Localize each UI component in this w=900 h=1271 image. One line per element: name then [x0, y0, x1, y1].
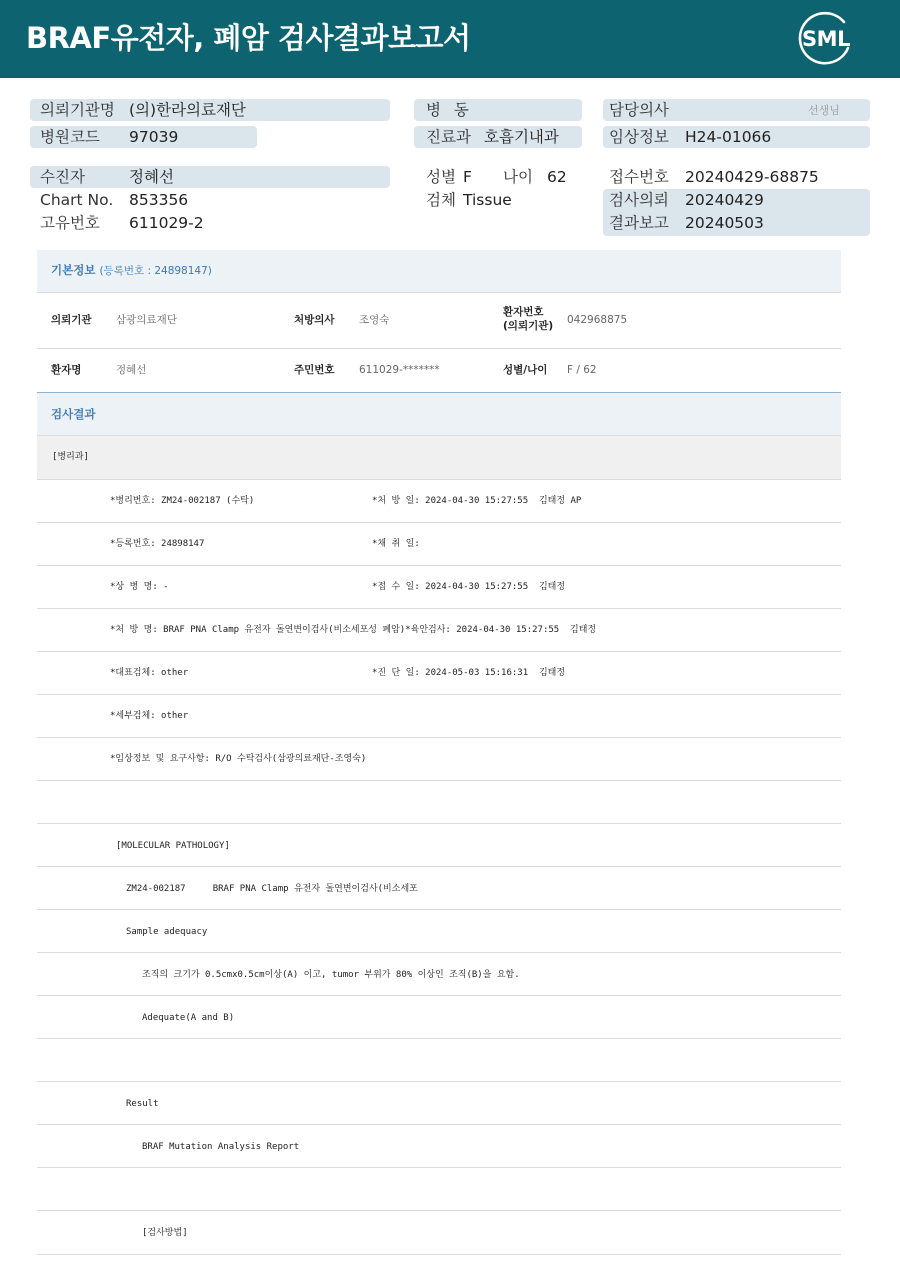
unique-value: 611029-2	[129, 214, 204, 232]
divider	[37, 780, 841, 781]
divider	[37, 651, 841, 652]
results-band	[37, 393, 841, 435]
divider	[37, 565, 841, 566]
sex-value: F	[463, 168, 472, 186]
specimen-label: 검체	[426, 191, 456, 209]
age-value: 62	[547, 168, 567, 186]
request-value: 20240429	[685, 191, 764, 209]
department-heading: [병리과]	[52, 452, 89, 462]
department-row	[37, 436, 841, 479]
info-patient-no-label-2: (의뢰기관)	[503, 320, 554, 332]
report-header	[0, 0, 900, 78]
doctor-suffix: 선생님	[808, 104, 840, 117]
divider	[37, 995, 841, 996]
department-label: 진료과	[426, 128, 471, 146]
adequacy-note: 조직의 크기가 0.5cmx0.5cm이상(A) 이고, tumor 부위가 80% 이상인 조직(B)을 요함.	[142, 970, 520, 980]
patient-value: 정혜선	[129, 168, 174, 186]
logo-text: SML	[802, 27, 850, 51]
results-title: 검사결과	[51, 407, 96, 421]
result-row-left: *세부검체: other	[110, 711, 189, 721]
adequacy-heading: Sample adequacy	[126, 927, 208, 937]
divider	[37, 608, 841, 609]
result-row-left: *상 병 명: -	[110, 582, 169, 592]
divider	[37, 1254, 841, 1255]
info-patient-no-label-1: 환자번호	[503, 306, 544, 318]
divider	[37, 737, 841, 738]
info-name-value: 정혜선	[116, 364, 147, 376]
divider	[37, 292, 841, 293]
doctor-label: 담당의사	[609, 101, 669, 119]
adequacy-value: Adequate(A and B)	[142, 1013, 235, 1023]
divider	[37, 866, 841, 867]
method-heading: [검사방법]	[142, 1228, 188, 1238]
info-sexage-label: 성별/나이	[503, 364, 548, 376]
result-row-left: *등록번호: 24898147	[110, 539, 205, 549]
result-row-right: *처 방 일: 2024-04-30 15:27:55 김태정 AP	[372, 496, 582, 506]
info-patient-no-value: 042968875	[567, 314, 628, 326]
divider	[37, 694, 841, 695]
result-heading: Result	[126, 1099, 159, 1109]
molecular-heading: [MOLECULAR PATHOLOGY]	[116, 841, 230, 851]
info-name-label: 환자명	[51, 364, 82, 376]
divider	[37, 348, 841, 349]
chart-label: Chart No.	[40, 191, 114, 209]
clinical-label: 임상정보	[609, 128, 669, 146]
report-value: 20240503	[685, 214, 764, 232]
hospital-code-value: 97039	[129, 128, 179, 146]
registration-note: (등록번호 : 24898147)	[99, 265, 212, 277]
age-label: 나이	[503, 168, 533, 186]
info-prescriber-label: 처방의사	[294, 314, 335, 326]
hospital-code-label: 병원코드	[40, 128, 100, 146]
divider	[37, 479, 841, 480]
info-sexage-value: F / 62	[567, 364, 597, 376]
info-institution-label: 의뢰기관	[51, 314, 92, 326]
chart-value: 853356	[129, 191, 189, 209]
divider	[37, 823, 841, 824]
result-report-title: BRAF Mutation Analysis Report	[142, 1142, 300, 1152]
result-row-right: *진 단 일: 2024-05-03 15:16:31 김태정	[372, 668, 566, 678]
result-row-right: *접 수 일: 2024-04-30 15:27:55 김태정	[372, 582, 566, 592]
result-row-left: *임상정보 및 요구사항: R/O 수탁검사(삼광의료재단-조영숙)	[110, 754, 367, 764]
divider	[37, 1167, 841, 1168]
basic-info-title-text: 기본정보	[51, 263, 96, 277]
result-row-left: *병리번호: ZM24-002187 (수탁)	[110, 496, 255, 506]
info-rrn-value: 611029-*******	[359, 364, 440, 376]
info-rrn-label: 주민번호	[294, 364, 335, 376]
receipt-value: 20240429-68875	[685, 168, 819, 186]
divider	[37, 1124, 841, 1125]
report-title: BRAF유전자, 폐암 검사결과보고서	[26, 21, 471, 55]
receipt-label: 접수번호	[609, 168, 669, 186]
department-value: 호흡기내과	[484, 128, 559, 146]
institution-value: (의)한라의료재단	[129, 101, 246, 119]
sex-label: 성별	[426, 168, 456, 186]
result-row-left: *대표검체: other	[110, 668, 189, 678]
divider	[37, 952, 841, 953]
divider	[37, 1038, 841, 1039]
patient-label: 수진자	[40, 168, 85, 186]
divider	[37, 1210, 841, 1211]
divider	[37, 522, 841, 523]
clinical-value: H24-01066	[685, 128, 772, 146]
ward-label: 병 동	[426, 101, 473, 119]
result-row-right: *채 취 일:	[372, 539, 420, 549]
institution-label: 의뢰기관명	[40, 101, 115, 119]
basic-info-title	[51, 262, 212, 278]
divider	[37, 1081, 841, 1082]
divider	[37, 909, 841, 910]
report-label: 결과보고	[609, 214, 669, 232]
info-institution-value: 삼광의료재단	[116, 314, 177, 326]
specimen-value: Tissue	[463, 191, 512, 209]
result-row-left: *처 방 명: BRAF PNA Clamp 유전자 돌연변이검사(비소세포성 폐암)*육안검사: 2024-04-30 15:27:55 김태정	[110, 625, 597, 635]
unique-label: 고유번호	[40, 214, 100, 232]
molecular-case-line: ZM24-002187 BRAF PNA Clamp 유전자 돌연변이검사(비소세포	[126, 884, 418, 894]
sml-logo-icon	[796, 10, 856, 70]
request-label: 검사의뢰	[609, 191, 669, 209]
info-prescriber-value: 조영숙	[359, 314, 390, 326]
